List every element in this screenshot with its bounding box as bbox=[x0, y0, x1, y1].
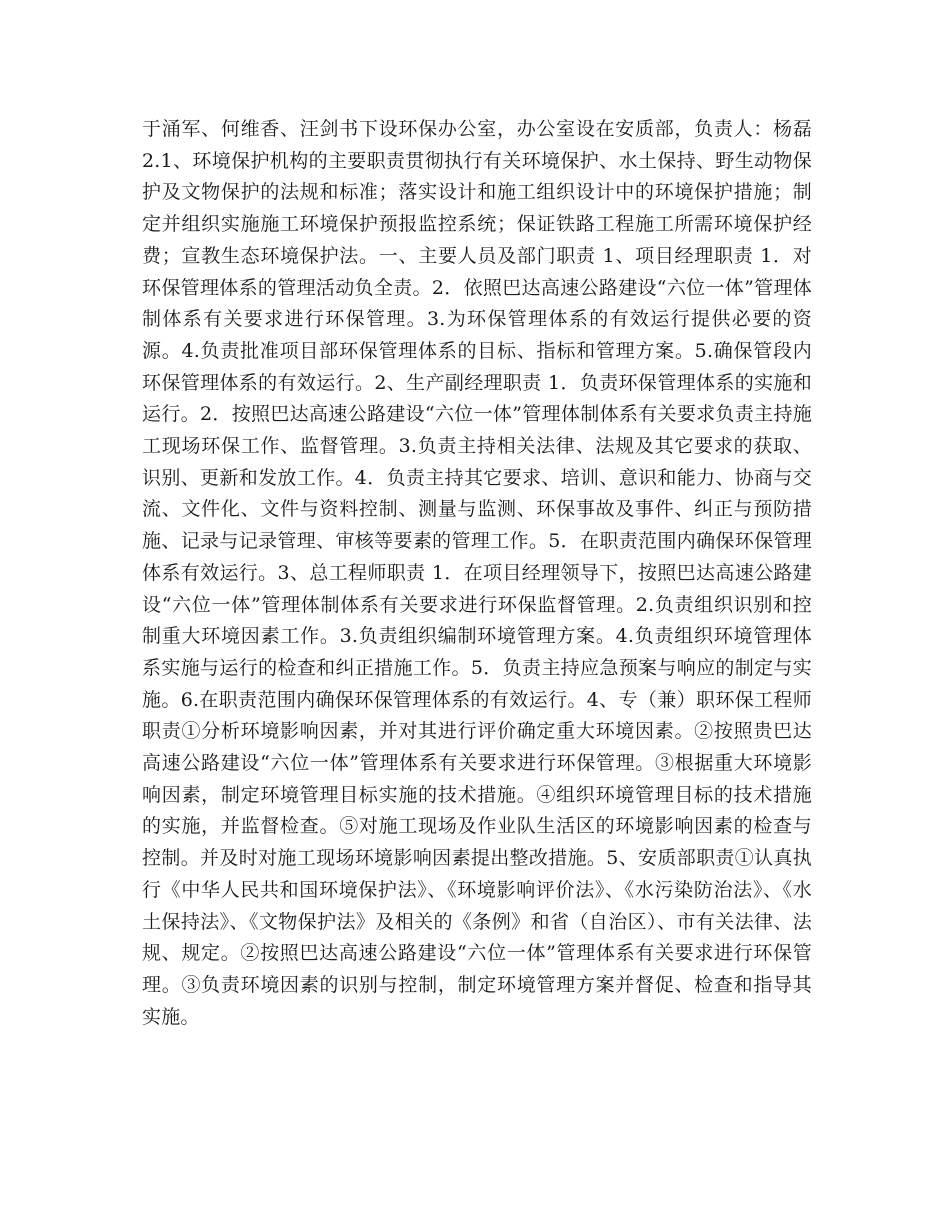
body-paragraph: 于涌军、何维香、汪剑书下设环保办公室，办公室设在安质部，负责人：杨磊 2.1、环境保护机构的主要职责贯彻执行有关环境保护、水土保持、野生动物保护及文物保护的法规和标准；落实设计和施工组织设计中的环境保护措施；制定并组织实施施工环境保护预报监控系统；保证铁路工程施工所需环境保护经费；宣教生态环境保护法。一、主要人员及部门职责 1、项目经理职责 1．对环保管理体系的管理活动负全责。2．依照巴达高速公路建设“六位一体”管理体制体系有关要求进行环保管理。3.为环保管理体系的有效运行提供必要的资源。4.负责批准项目部环保管理体系的目标、指标和管理方案。5.确保管段内环保管理体系的有效运行。2、生产副经理职责 1．负责环保管理体系的实施和运行。2．按照巴达高速公路建设“六位一体”管理体制体系有关要求负责主持施工现场环保工作、监督管理。3.负责主持相关法律、法规及其它要求的获取、识别、更新和发放工作。4．负责主持其它要求、培训、意识和能力、协商与交流、文件化、文件与资料控制、测量与监测、环保事故及事件、纠正与预防措施、记录与记录管理、审核等要素的管理工作。5．在职责范围内确保环保管理体系有效运行。3、总工程师职责 1．在项目经理领导下，按照巴达高速公路建设“六位一体”管理体制体系有关要求进行环保监督管理。2.负责组织识别和控制重大环境因素工作。3.负责组织编制环境管理方案。4.负责组织环境管理体系实施与运行的检查和纠正措施工作。5．负责主持应急预案与响应的制定与实施。6.在职责范围内确保环保管理体系的有效运行。4、专（兼）职环保工程师职责①分析环境影响因素，并对其进行评价确定重大环境因素。②按照贵巴达高速公路建设“六位一体”管理体系有关要求进行环保管理。③根据重大环境影响因素，制定环境管理目标实施的技术措施。④组织环境管理目标的技术措施的实施，并监督检查。⑤对施工现场及作业队生活区的环境影响因素的检查与控制。并及时对施工现场环境影响因素提出整改措施。5、安质部职责①认真执行《中华人民共和国环境保护法》、《环境影响评价法》、《水污染防治法》、《水土保持法》、《文物保护法》及相关的《条例》和省（自治区）、市有关法律、法规、规定。②按照巴达高速公路建设“六位一体”管理体系有关要求进行环保管理。③负责环境因素的识别与控制，制定环境管理方案并督促、检查和指导其实施。 bbox=[142, 118, 832, 1028]
